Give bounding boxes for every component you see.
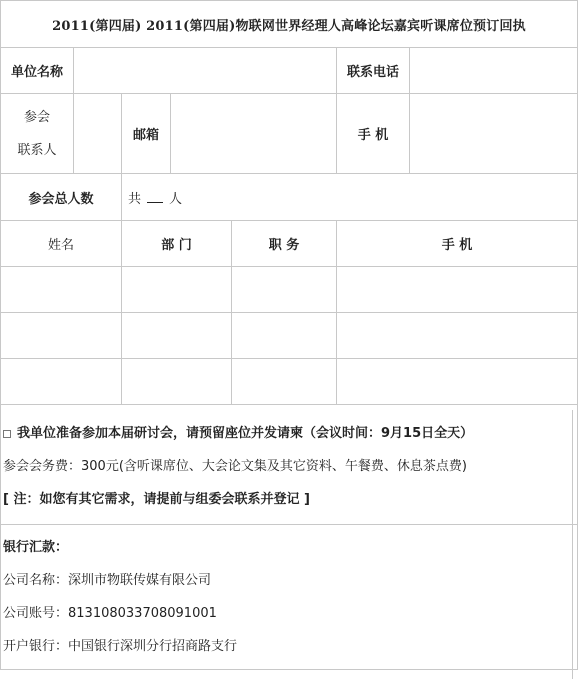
attendee-contact-label-line1: 参会 <box>23 109 50 125</box>
attendee-position-cell[interactable] <box>232 359 337 405</box>
attendee-department-cell[interactable] <box>122 267 232 313</box>
contact-phone-field[interactable] <box>410 48 578 94</box>
attendee-department-cell[interactable] <box>122 313 232 359</box>
email-field[interactable] <box>171 94 337 174</box>
header-department: 部 门 <box>122 221 232 267</box>
header-mobile: 手 机 <box>337 221 578 267</box>
total-prefix: 共 <box>128 191 142 207</box>
divider <box>572 410 573 679</box>
attendee-contact-label-line2: 联系人 <box>17 142 57 158</box>
unit-name-label: 单位名称 <box>1 48 74 94</box>
reserve-checkbox[interactable] <box>3 430 11 438</box>
reserve-note <box>3 417 575 450</box>
table-row <box>1 359 578 405</box>
bank-company: 公司名称：深圳市物联传媒有限公司 <box>3 573 212 588</box>
notes-section <box>1 405 578 525</box>
contact-phone-label: 联系电话 <box>337 48 410 94</box>
attendee-position-cell[interactable] <box>232 313 337 359</box>
header-position: 职 务 <box>232 221 337 267</box>
attendee-name-cell[interactable] <box>1 313 122 359</box>
attendee-department-cell[interactable] <box>122 359 232 405</box>
unit-name-field[interactable] <box>74 48 337 94</box>
table-row <box>1 267 578 313</box>
mobile-field[interactable] <box>410 94 578 174</box>
attendee-name-cell[interactable] <box>1 267 122 313</box>
reserve-note-text: 我单位准备参加本届研讨会，请预留座位并发请柬（会议时间：9月15日全天） <box>17 426 474 441</box>
bank-section <box>1 525 578 670</box>
total-blank <box>147 202 163 203</box>
total-suffix: 人 <box>169 191 183 207</box>
attendee-contact-label <box>1 94 74 174</box>
bank-account: 公司账号：813108033708091001 <box>3 606 217 621</box>
remark-note: [ 注：如您有其它需求，请提前与组委会联系并登记 ] <box>3 492 310 507</box>
attendee-position-cell[interactable] <box>232 267 337 313</box>
fee-note: 参会会务费：300元(含听课席位、大会论文集及其它资料、午餐费、休息茶点费) <box>3 459 467 474</box>
bank-name: 开户银行：中国银行深圳分行招商路支行 <box>3 639 238 654</box>
attendee-mobile-cell[interactable] <box>337 359 578 405</box>
header-name: 姓名 <box>1 221 122 267</box>
table-row <box>1 313 578 359</box>
attendee-contact-field[interactable] <box>74 94 122 174</box>
total-attendees-field[interactable] <box>122 174 578 221</box>
total-attendees-label: 参会总人数 <box>1 174 122 221</box>
email-label: 邮箱 <box>122 94 171 174</box>
form-title: 2011(第四届) 2011(第四届)物联网世界经理人高峰论坛嘉宾听课席位预订回执 <box>1 1 578 48</box>
mobile-label: 手 机 <box>337 94 410 174</box>
attendee-mobile-cell[interactable] <box>337 313 578 359</box>
attendee-name-cell[interactable] <box>1 359 122 405</box>
attendee-mobile-cell[interactable] <box>337 267 578 313</box>
bank-heading: 银行汇款： <box>3 540 69 555</box>
